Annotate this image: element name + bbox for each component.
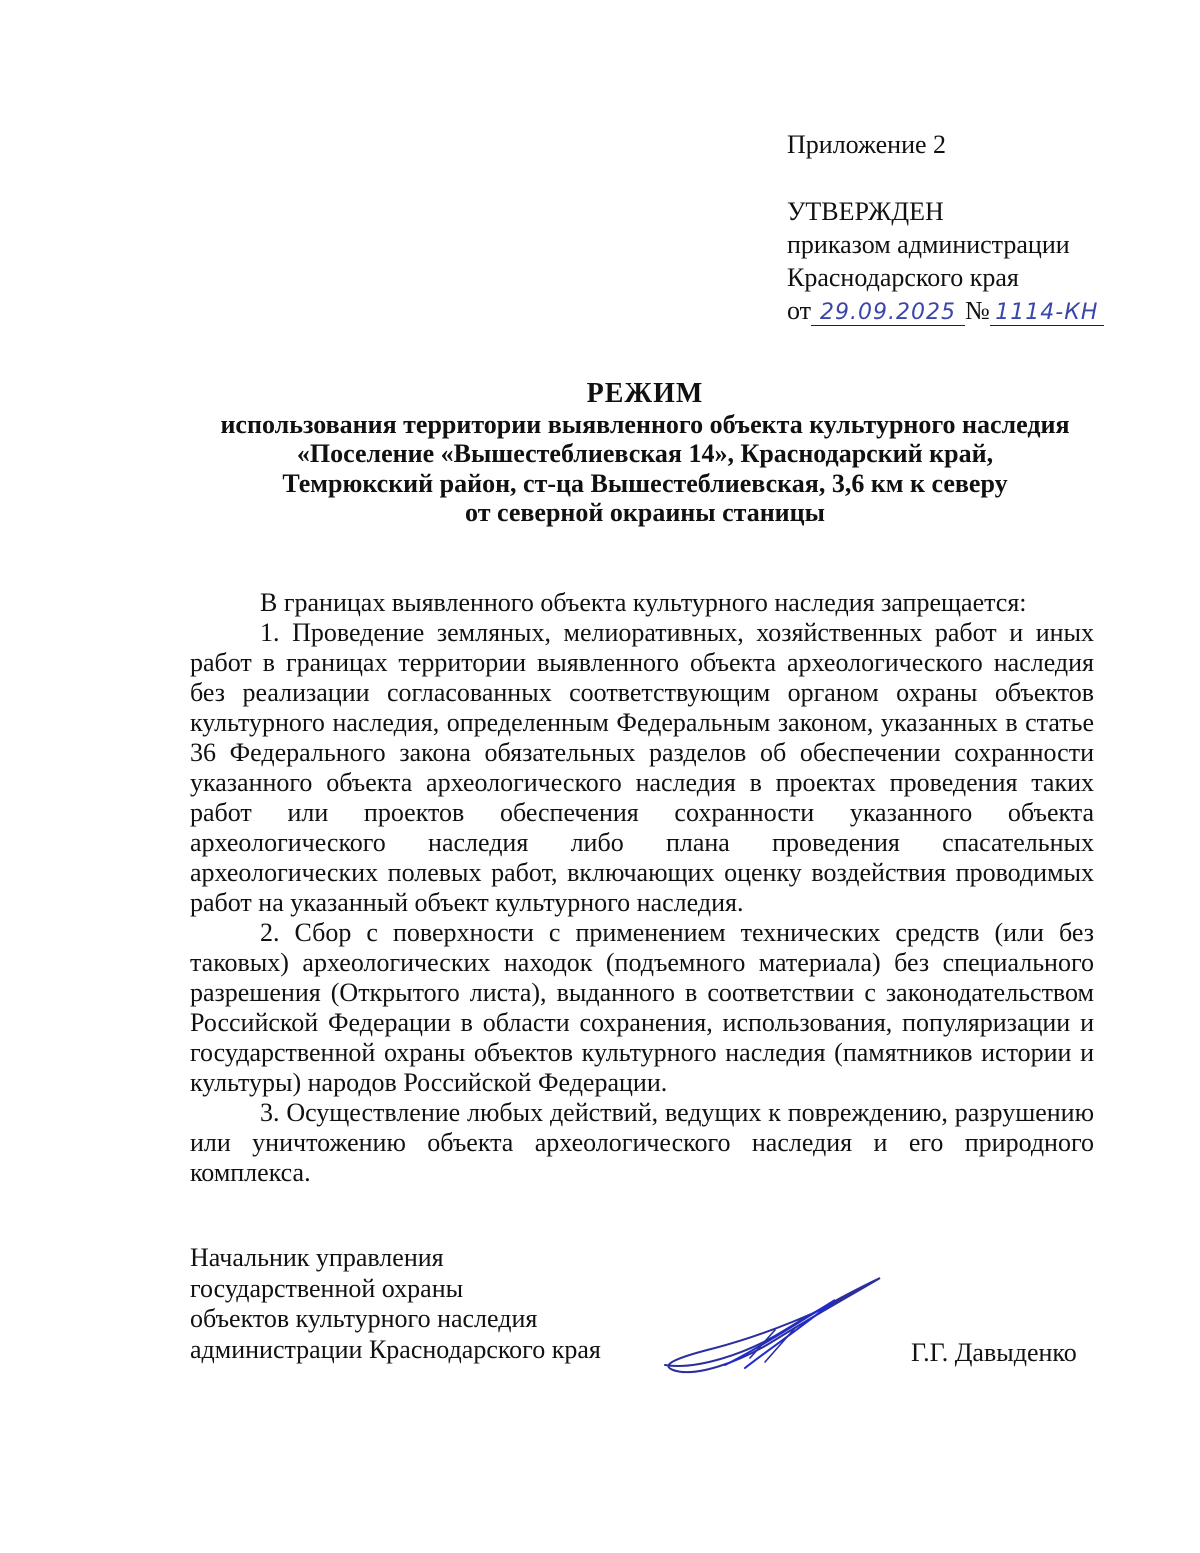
approved-stamp: УТВЕРЖДЕН <box>787 197 944 226</box>
document-title <box>150 379 1140 528</box>
approval-line-2: Краснодарского края <box>787 263 1019 292</box>
title-heading: РЕЖИМ <box>586 378 704 409</box>
body-item: 2. Сбор с поверхности с применением технических средств (или без таковых) археологических находок (подъемного материала) без специального разрешения (Открытого листа), выданного в соответствии с законодательством Российской Федерации в области сохранения, использования, популяризации и государственной охраны объектов культурного наследия (памятников истории и культуры) народов Российской Федерации. <box>190 918 1094 1097</box>
handwritten-date: 29.09.2025 <box>811 301 965 326</box>
document-body <box>190 588 1094 1188</box>
signatory-position <box>190 1243 601 1365</box>
handwritten-number: 1114-КН <box>990 301 1104 326</box>
body-intro: В границах выявленного объекта культурного наследия запрещается: <box>260 588 1027 617</box>
position-line: государственной охраны <box>190 1273 464 1303</box>
position-line: объектов культурного наследия <box>190 1304 538 1333</box>
title-line: «Поселение «Вышестеблиевская 14», Краснодарский край, <box>296 439 994 468</box>
date-prefix: от <box>787 296 812 325</box>
position-line: Начальник управления <box>190 1243 444 1272</box>
approval-date-line <box>787 294 1167 327</box>
title-line: Темрюкский район, ст-ца Вышестеблиевская, 3,6 км к северу <box>282 468 1008 498</box>
appendix-label: Приложение 2 <box>787 130 947 159</box>
body-item: 3. Осуществление любых действий, ведущих к повреждению, разрушению или уничтожению объекта археологического наследия и его природного комплекса. <box>190 1098 1094 1187</box>
number-prefix: № <box>965 296 990 325</box>
title-line: от северной окраины станицы <box>465 498 825 527</box>
approval-block <box>787 128 1167 327</box>
handwritten-signature <box>655 1270 895 1390</box>
approval-line-1: приказом администрации <box>787 230 1070 259</box>
position-line: администрации Краснодарского края <box>190 1334 601 1364</box>
body-item: 1. Проведение земляных, мелиоративных, хозяйственных работ и иных работ в границах территории выявленного объекта археологического наследия без реализации согласованных соответствующим органом охраны объектов культурного наследия, определенным Федеральным законом, указанных в статье 36 Федерального закона обязательных разделов об обеспечении сохранности указанного объекта археологического наследия в проектах проведения таких работ или проектов обеспечения сохранности указанного объекта археологического наследия либо плана проведения спасательных археологических полевых работ, включающих оценку воздействия проводимых работ на указанный объект культурного наследия. <box>190 618 1094 917</box>
title-line: использования территории выявленного объекта культурного наследия <box>220 409 1070 439</box>
signatory-name: Г.Г. Давыденко <box>911 1338 1077 1367</box>
